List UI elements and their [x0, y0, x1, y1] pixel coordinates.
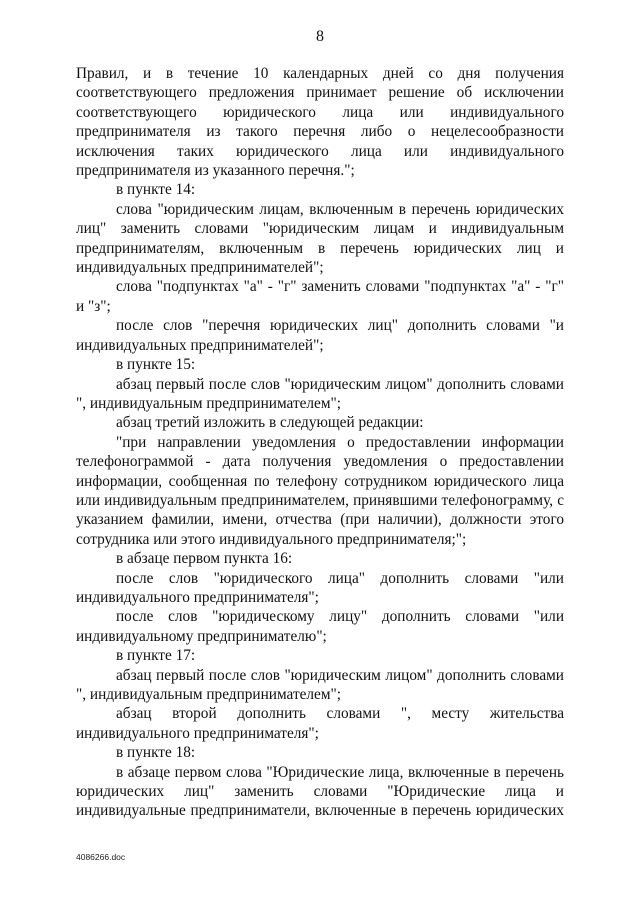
paragraph: в пункте 15:: [116, 356, 196, 374]
page-number: 8: [316, 28, 324, 45]
paragraph: абзац первый после слов "юридическим лицом" дополнить словами ", индивидуальным предпринимателем";: [76, 666, 564, 703]
paragraph: после слов "юридическому лицу" дополнить словами "или индивидуальному предпринимателю";: [76, 608, 564, 645]
document-filename: 4086266.doc: [76, 852, 126, 862]
paragraph: абзац первый после слов "юридическим лицом" дополнить словами ", индивидуальным предпринимателем";: [76, 375, 564, 412]
document-body: [76, 64, 564, 821]
paragraph: Правил, и в течение 10 календарных дней со дня получения соответствующего предложения принимает решение об исключении соответствующего юридического лица или индивидуального предпринимателя из такого перечня либо о нецелесообразности исключения таких юридического лица или индивидуального предпринимателя из указанного перечня.";: [76, 65, 564, 180]
paragraph: абзац третий изложить в следующей редакции:: [116, 414, 424, 432]
paragraph: в пункте 14:: [116, 181, 196, 199]
paragraph: после слов "перечня юридических лиц" дополнить словами "и индивидуальных предпринимателей";: [76, 317, 564, 354]
paragraph-continued: в абзаце первом слова "Юридические лица, включенные в перечень юридических лиц" заменить словами "Юридические лица и индивидуальные предприниматели, включенные в перечень юридических: [76, 763, 564, 820]
paragraph: абзац второй дополнить словами ", месту жительства индивидуального предпринимателя";: [76, 705, 564, 742]
paragraph: в абзаце первом пункта 16:: [116, 550, 293, 568]
paragraph: в пункте 18:: [116, 744, 196, 762]
paragraph: после слов "юридического лица" дополнить словами "или индивидуального предпринимателя";: [76, 569, 564, 606]
paragraph: "при направлении уведомления о предоставлении информации телефонограммой - дата получения уведомления о предоставлении информации, сообщенная по телефону сотрудником юридического лица или индивидуальным предпринимателем, принявшими телефонограмму, с указанием фамилии, имени, отчества (при наличии), должности этого сотрудника или этого индивидуального предпринимателя;";: [76, 433, 564, 548]
paragraph: слова "юридическим лицам, включенным в перечень юридических лиц" заменить словами "юридическим лицам и индивидуальным предпринимателям, включенным в перечень юридических лиц и индивидуальных предпринимателей";: [76, 200, 564, 277]
paragraph: слова "подпунктах "а" - "г" заменить словами "подпунктах "а" - "г" и "з";: [76, 278, 564, 315]
paragraph: в пункте 17:: [116, 647, 196, 665]
